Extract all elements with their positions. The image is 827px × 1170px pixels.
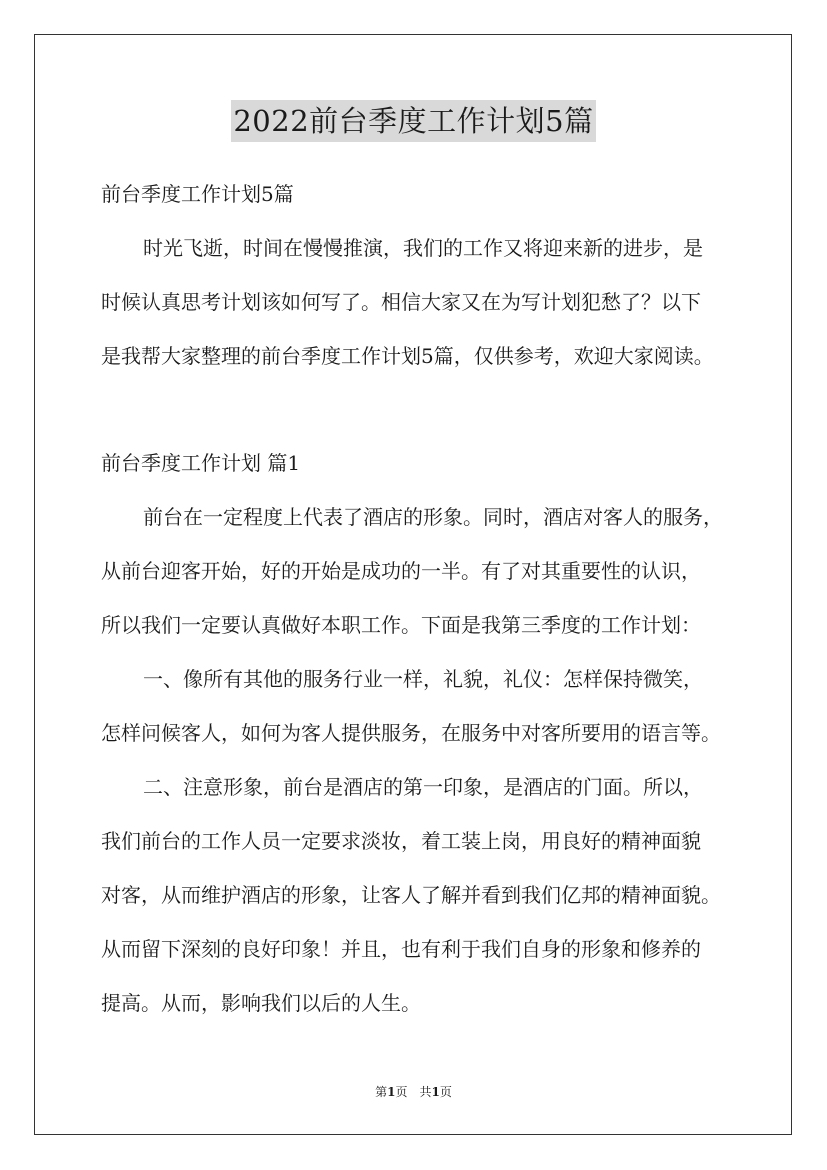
para2-line-1: 一、像所有其他的服务行业一样，礼貌，礼仪：怎样保持微笑， bbox=[143, 667, 703, 691]
document-title: 2022前台季度工作计划5篇 bbox=[231, 100, 595, 142]
para3-line-2: 我们前台的工作人员一定要求淡妆，着工装上岗，用良好的精神面貌 bbox=[101, 829, 701, 853]
para3-line-5: 提高。从而，影响我们以后的人生。 bbox=[101, 991, 421, 1015]
footer-page-current: 1 bbox=[387, 1085, 396, 1099]
para1-line-3: 所以我们一定要认真做好本职工作。下面是我第三季度的工作计划： bbox=[101, 613, 701, 637]
spacer bbox=[101, 388, 741, 441]
footer-page-mid: 页 共 bbox=[395, 1085, 432, 1099]
para1-line-2: 从前台迎客开始，好的开始是成功的一半。有了对其重要性的认识， bbox=[101, 559, 701, 583]
para1-line-1: 前台在一定程度上代表了酒店的形象。同时，酒店对客人的服务， bbox=[143, 505, 723, 529]
para3-line-1: 二、注意形象，前台是酒店的第一印象，是酒店的门面。所以， bbox=[143, 775, 703, 799]
intro-line-2: 时候认真思考计划该如何写了。相信大家又在为写计划犯愁了？以下 bbox=[101, 290, 701, 314]
page-footer bbox=[0, 1083, 827, 1100]
footer-page-prefix: 第 bbox=[375, 1085, 388, 1099]
document-subtitle: 前台季度工作计划5篇 bbox=[101, 182, 294, 206]
title-container bbox=[0, 100, 827, 142]
intro-line-1: 时光飞逝，时间在慢慢推演，我们的工作又将迎来新的进步，是 bbox=[143, 236, 703, 260]
section-heading: 前台季度工作计划 篇1 bbox=[101, 451, 301, 475]
para3-line-4: 从而留下深刻的良好印象！并且，也有利于我们自身的形象和修养的 bbox=[101, 937, 701, 961]
footer-page-total: 1 bbox=[431, 1085, 440, 1099]
para2-line-2: 怎样问候客人，如何为客人提供服务，在服务中对客所要用的语言等。 bbox=[101, 721, 721, 745]
footer-page-suffix: 页 bbox=[439, 1085, 452, 1099]
para3-line-3: 对客，从而维护酒店的形象，让客人了解并看到我们亿邦的精神面貌。 bbox=[101, 883, 721, 907]
intro-line-3: 是我帮大家整理的前台季度工作计划5篇，仅供参考，欢迎大家阅读。 bbox=[101, 344, 714, 368]
document-body bbox=[101, 172, 741, 1035]
